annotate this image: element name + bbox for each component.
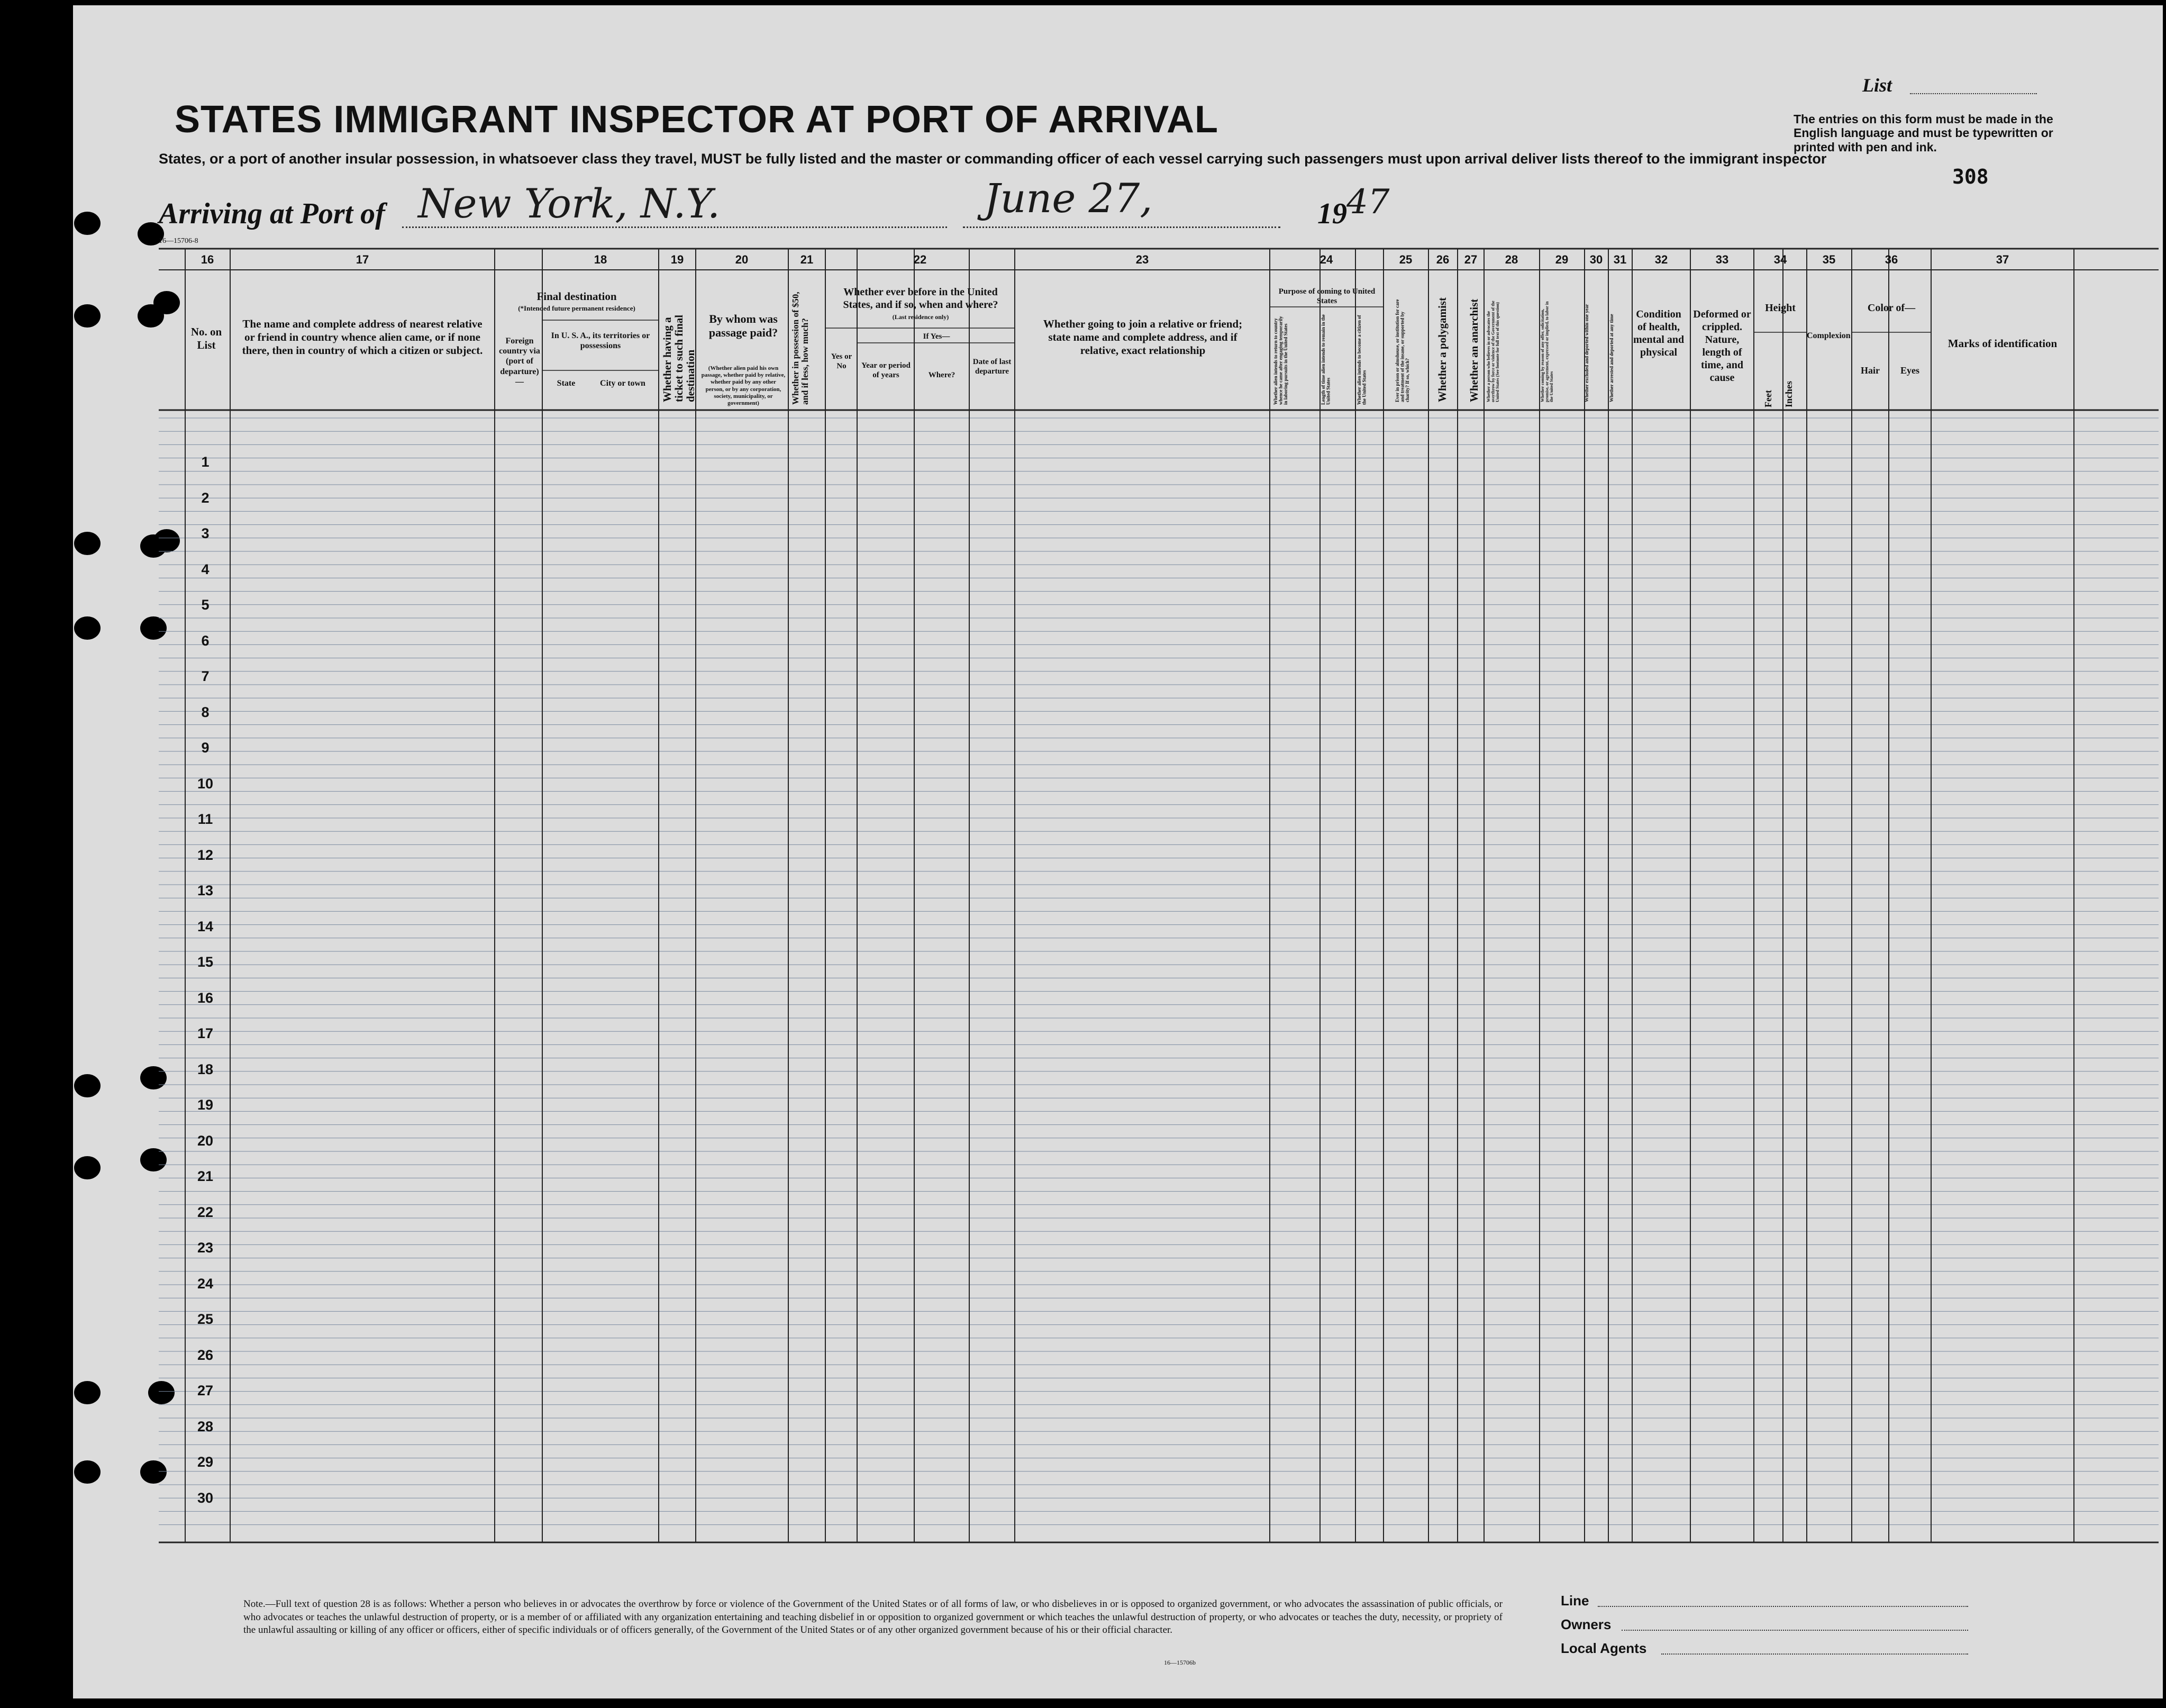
footnote: Note.—Full text of question 28 is as follows: Whether a person who believes in or advocates the overthrow by force or violence of the Government of the United States or of all forms of law, or who disbelieves in or is opposed to organized government, or who advocates the assassination of public officials, or who advocates or teaches the unlawful destruction of property, or is a member of or affiliated with any organization entertaining and teaching disbelief in or opposition to organized government or which teaches the unlawful destruction of property, or who advocates or teaches the duty, necessity, or propriety of the unlawful assaulting or killing of any officer or officers, either of specific individuals or of officers generally, of the Government of the United States or of any other organized government because of his or their official character. [243, 1598, 1503, 1636]
page-number: 308 [1952, 165, 1989, 188]
header-passage-paid: By whom was passage paid? [708, 312, 778, 340]
header-prison: Ever in prison or almshouse, or institution for care and treatment of the insane, or supported by charity? If so, which? [1395, 299, 1410, 402]
header-complexion: Complexion [1807, 331, 1851, 340]
column-number: 32 [1654, 253, 1668, 266]
row-number: 19 [197, 1097, 214, 1113]
form-title: STATES IMMIGRANT INSPECTOR AT PORT OF ARRIVAL [175, 98, 1218, 141]
form-instructions: States, or a port of another insular possession, in whatsoever class they travel, MUST be fully listed and the master or commanding officer of each vessel carrying such passengers must upon arrival deliver lists thereof to the immigrant inspector [159, 151, 1827, 167]
header-where: Where? [928, 371, 955, 379]
header-purpose: Purpose of coming to United States [1278, 287, 1376, 305]
header-state: State [557, 379, 576, 388]
row-number: 27 [197, 1383, 214, 1398]
column-number: 17 [356, 253, 369, 266]
header-anarchist: Whether an anarchist [1468, 298, 1480, 402]
header-city: City or town [600, 379, 645, 388]
header-ever-before-sub: (Last residence only) [892, 313, 949, 321]
row-number: 23 [197, 1240, 214, 1256]
row-number: 2 [201, 489, 210, 506]
column-number: 20 [735, 253, 749, 266]
header-nearest-relative: The name and complete address of nearest relative or friend in country whence alien came, or if none there, then in country of which a citizen or subject. [242, 317, 483, 357]
header-offer-labor: Whether coming by reason of any offer, solicitation, promise, or agreement, expressed or implied, to labor in the United States [1540, 301, 1554, 402]
row-number: 4 [201, 561, 210, 577]
form-code: 16—15706-8 [159, 237, 198, 245]
row-number: 29 [197, 1454, 214, 1470]
row-number: 9 [201, 740, 210, 756]
column-number: 31 [1613, 253, 1627, 266]
owners-label: Owners [1561, 1616, 1612, 1632]
column-number: 37 [1996, 253, 2009, 266]
row-number: 7 [201, 668, 210, 684]
row-number: 14 [197, 918, 214, 934]
column-number: 36 [1885, 253, 1898, 266]
header-final-destination-sub: (*Intended future permanent residence) [518, 304, 635, 312]
column-number: 22 [913, 253, 927, 266]
row-number: 13 [197, 883, 214, 898]
column-number: 26 [1436, 253, 1450, 266]
entries-note: The entries on this form must be made in the English language and must be typewritten or printed with pen and ink. [1794, 112, 2053, 154]
header-no-on-list: No. on List [190, 325, 222, 352]
header-color-of: Color of— [1867, 302, 1916, 314]
column-number: 16 [201, 253, 214, 266]
header-date-departure: Date of last departure [972, 358, 1012, 376]
column-number: 28 [1505, 253, 1518, 266]
column-number: 21 [800, 253, 814, 266]
year-handwritten: 47 [1346, 183, 1390, 222]
header-purpose-citizen: Whether alien intends to become a citizen of the United States [1357, 315, 1367, 405]
column-number: 27 [1464, 253, 1478, 266]
column-number: 23 [1135, 253, 1149, 266]
header-marks: Marks of identification [1947, 337, 2058, 350]
column-number: 33 [1715, 253, 1729, 266]
column-number: 25 [1399, 253, 1413, 266]
header-inches: Inches [1783, 380, 1794, 407]
column-number: 18 [594, 253, 607, 266]
column-number: 30 [1589, 253, 1603, 266]
row-number: 28 [197, 1418, 214, 1434]
header-yes-no: Yes or No [831, 352, 852, 370]
header-ticket: Whether having a ticket to such final destination [661, 314, 697, 402]
header-eyes: Eyes [1900, 365, 1919, 376]
row-number: 15 [197, 954, 214, 970]
column-number: 29 [1555, 253, 1569, 266]
header-ever-before-us: Whether ever before in the United States, and if so, when and where? [843, 286, 998, 311]
header-foreign-country: Foreign country via (port of departure)— [499, 337, 540, 386]
header-possession-50: Whether in possession of $50, and if less, how much? [790, 292, 810, 405]
row-number: 6 [201, 632, 210, 649]
header-overthrow: Whether a person who believes in or advocates the overthrow by force or violence of the Government of the United States (See footnote for full text of this question) [1486, 301, 1500, 402]
header-height: Height [1765, 302, 1796, 314]
row-number: 11 [197, 811, 213, 827]
header-final-destination: Final destination [536, 290, 617, 303]
owners-field [1622, 1630, 1968, 1631]
footer-code: 16—15706b [1164, 1659, 1196, 1666]
column-number: 34 [1773, 253, 1787, 266]
row-number: 30 [197, 1489, 214, 1506]
arriving-label: Arriving at Port of [159, 197, 385, 230]
column-number: 24 [1319, 253, 1333, 266]
local-agents-label: Local Agents [1561, 1640, 1647, 1656]
header-feet: Feet [1763, 390, 1773, 407]
row-number: 24 [197, 1275, 214, 1292]
line-field [1598, 1606, 1968, 1607]
header-deformed: Deformed or crippled. Nature, length of time, and cause [1693, 308, 1751, 384]
local-agents-field [1661, 1654, 1968, 1655]
column-number: 35 [1822, 253, 1836, 266]
list-label: List [1862, 75, 1892, 96]
header-if-yes: If Yes— [923, 332, 950, 341]
row-number: 16 [197, 989, 214, 1006]
year-printed: 19 [1317, 197, 1347, 230]
row-number: 1 [201, 454, 210, 470]
row-number: 8 [201, 704, 210, 720]
header-hair: Hair [1861, 365, 1880, 376]
header-health: Condition of health, mental and physical [1633, 308, 1685, 358]
row-number: 25 [197, 1311, 214, 1327]
date-handwritten: June 27, [984, 175, 1153, 222]
row-number: 3 [201, 525, 210, 541]
header-in-usa: In U. S. A., its territories or possessions [551, 331, 650, 351]
header-excluded: Whether excluded and deported within one year [1584, 304, 1589, 402]
header-year-period: Year or period of years [861, 361, 911, 379]
row-number: 10 [197, 775, 214, 792]
row-number: 26 [197, 1347, 214, 1363]
header-purpose-return: Whether alien intends to return to country whence he came after engaging temporarily in laboring pursuits in the United States [1273, 316, 1288, 405]
port-handwritten: New York, N.Y. [418, 180, 721, 227]
header-polygamist: Whether a polygamist [1436, 297, 1449, 402]
row-number: 20 [197, 1132, 214, 1149]
row-number: 5 [201, 597, 210, 613]
row-number: 18 [197, 1061, 214, 1077]
line-label: Line [1561, 1593, 1589, 1609]
header-join-relative: Whether going to join a relative or friend; state name and complete address, and if relative, exact relationship [1043, 317, 1243, 357]
header-passage-paid-sub: (Whether alien paid his own passage, whether paid by relative, whether paid by any other person, or by any corporation, society, municipality, or government) [701, 365, 786, 406]
row-number: 12 [197, 847, 214, 863]
column-number: 19 [670, 253, 684, 266]
header-arrested: Whether arrested and deported at any time [1609, 314, 1614, 402]
row-number: 22 [197, 1204, 214, 1220]
header-purpose-length: Length of time alien intends to remain in the United States [1321, 314, 1331, 405]
row-number: 17 [197, 1025, 214, 1041]
row-number: 21 [197, 1168, 214, 1184]
